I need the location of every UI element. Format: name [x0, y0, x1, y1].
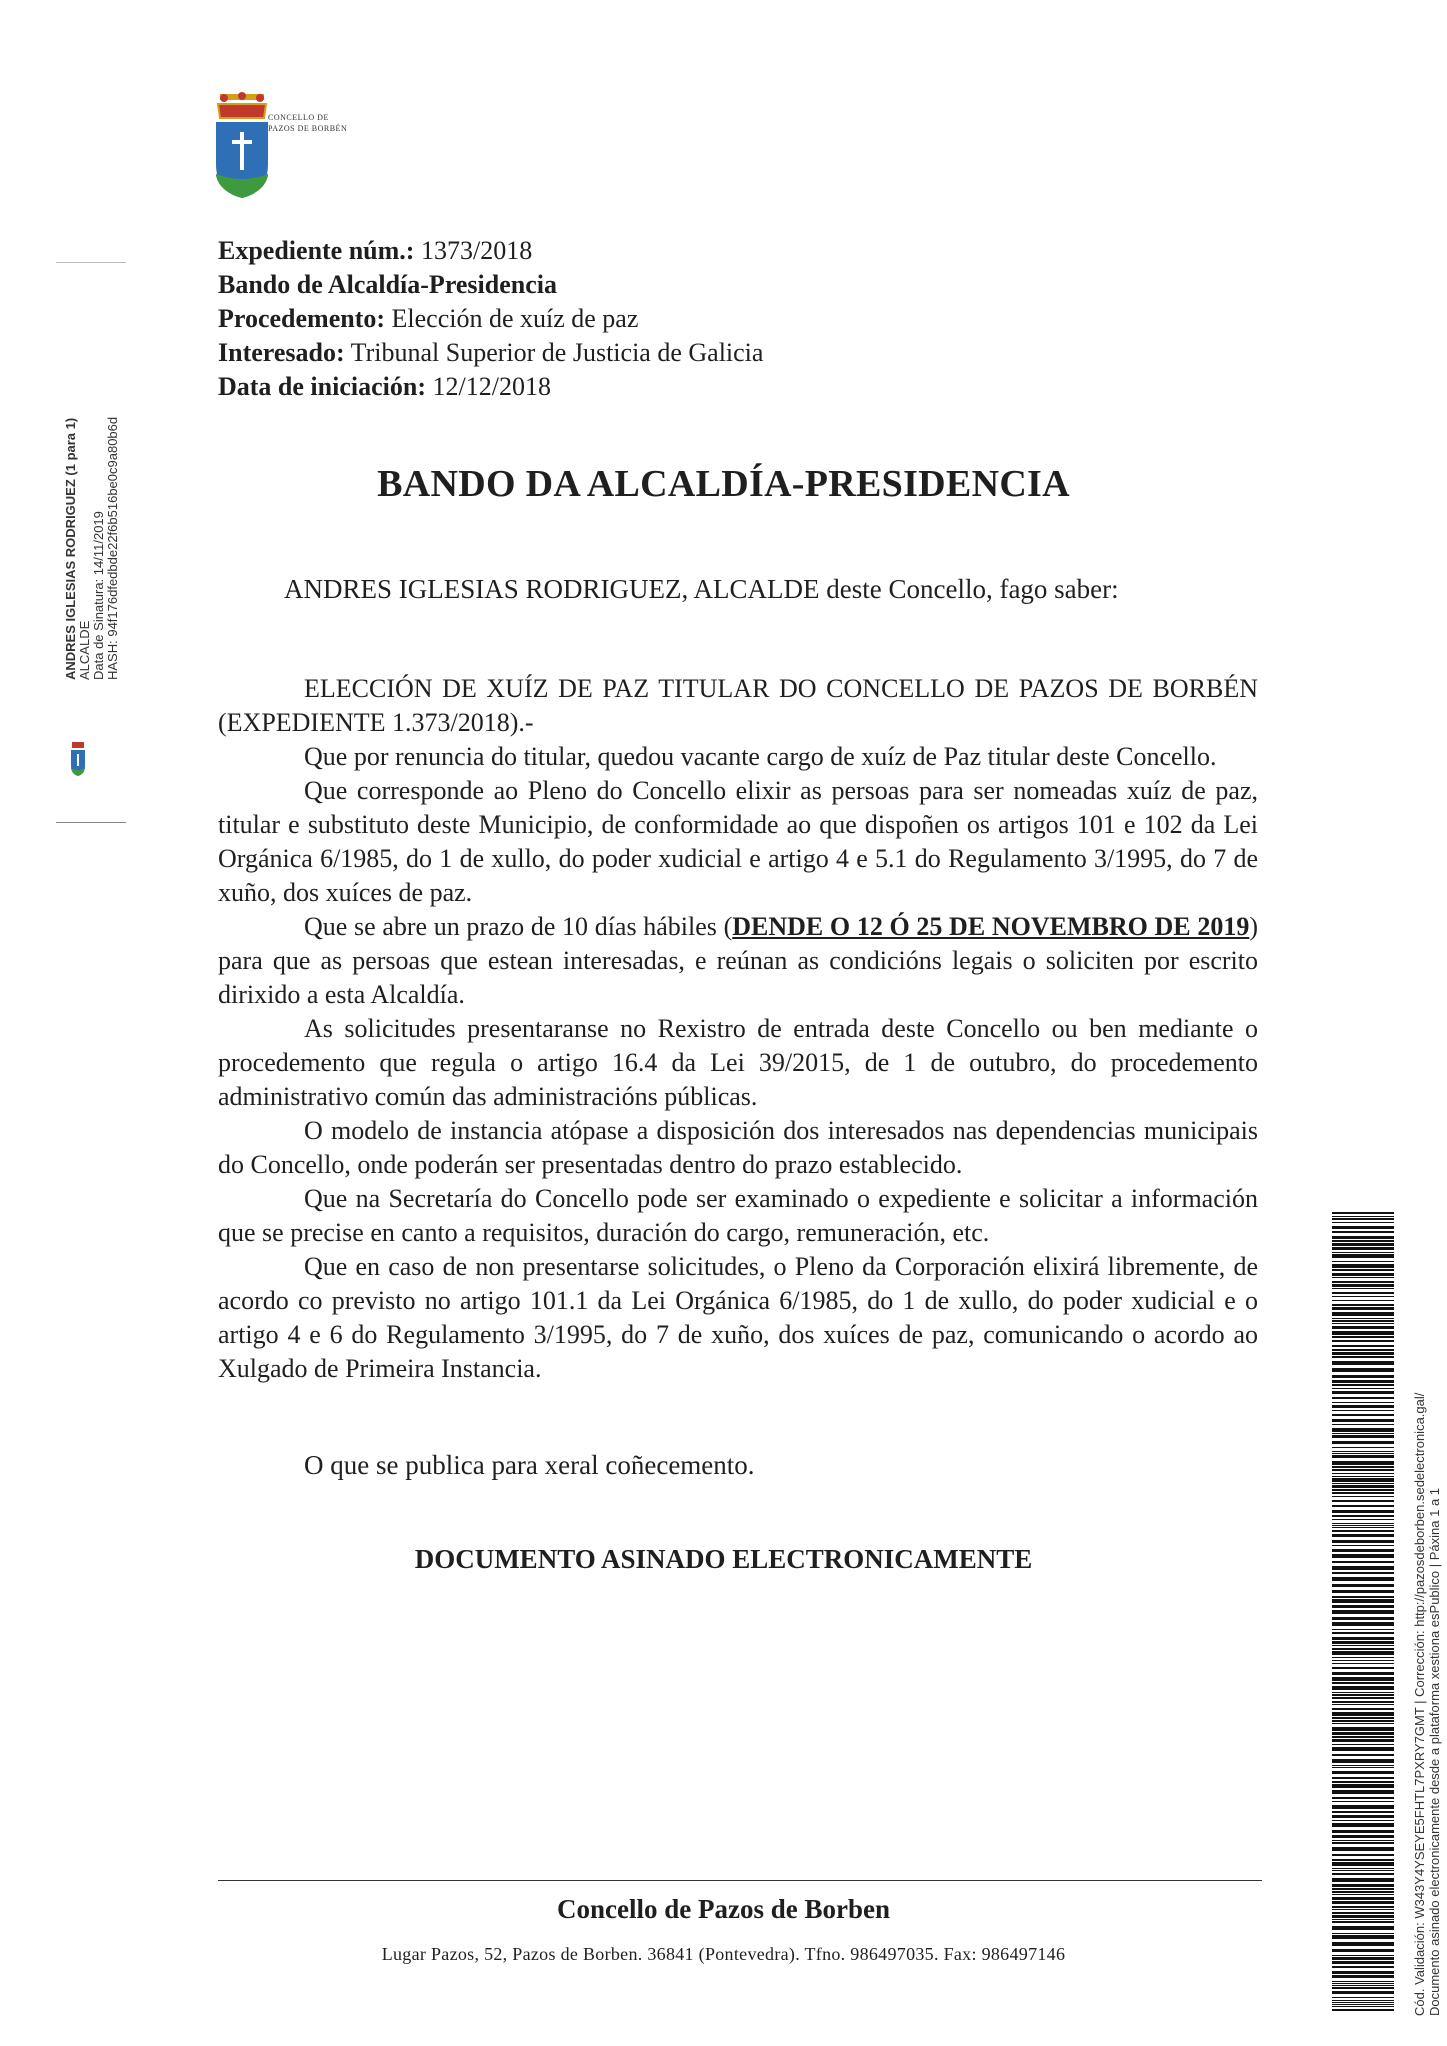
coat-of-arms-logo [212, 92, 272, 200]
validation-line-1: Cód. Validación: W343Y4YSEYE5FHTL7PXRY7GMT | Corrección: http://pazosdeborben.sedelectronica.gal/ [1412, 1392, 1427, 2016]
document-title: BANDO DA ALCALDÍA-PRESIDENCIA [377, 463, 1070, 505]
paragraph-4: Que se abre un prazo de 10 días hábiles (DENDE O 12 Ó 25 DE NOVEMBRO DE 2019) para que as persoas que estean interesadas, e reúnan as condicións legais o soliciten por escrito dirixido a esta Alcaldía. [218, 912, 1258, 1009]
procedemento-row: Procedemento: Elección de xuíz de paz [218, 304, 639, 333]
paragraph-2: Que por renuncia do titular, quedou vacante cargo de xuíz de Paz titular deste Concello. [304, 742, 1217, 771]
signature-date: Data de Sinatura: 14/11/2019 [91, 511, 106, 680]
footer-divider [218, 1880, 1262, 1881]
logo-text: CONCELLO DE PAZOS DE BORBÉN [268, 113, 348, 133]
signer-role: ALCALDE [77, 620, 92, 680]
closing-line: O que se publica para xeral coñecemento. [304, 1450, 755, 1480]
signature-coat-of-arms-icon [70, 742, 86, 776]
signature-stamp-top-border [56, 262, 126, 263]
document-body [218, 672, 1258, 1386]
paragraph-5: As solicitudes presentaranse no Rexistro de entrada deste Concello ou ben mediante o procedemento que regula o artigo 16.4 da Lei 39/2015, de 1 de outubro, do procedemento administrativo común das administracións públicas. [218, 1014, 1258, 1111]
interesado-row: Interesado: Tribunal Superior de Justicia de Galicia [218, 338, 764, 367]
paragraph-8: Que en caso de non presentarse solicitudes, o Pleno da Corporación elixirá libremente, de acordo co previsto no artigo 101.1 da Lei Orgánica 6/1985, do 1 de xullo, do poder xudicial e o artigo 4 e 6 do Regulamento 3/1995, do 7 de xuño, dos xuíces de paz, comunicando o acordo ao Xulgado de Primeira Instancia. [218, 1252, 1258, 1383]
validation-line-2: Documento asinado electronicamente desde a plataforma xestiona esPublico | Páxina 1 a 1 [1427, 1487, 1442, 2016]
signed-notice: DOCUMENTO ASINADO ELECTRONICAMENTE [414, 1544, 1033, 1574]
barcode [1332, 1212, 1394, 2014]
signature-hash: HASH: 94f176dfedbde22f6b516be0c9a80b6d [105, 416, 120, 680]
validation-code [1412, 1393, 1442, 2016]
intro-line: ANDRES IGLESIAS RODRIGUEZ, ALCALDE deste Concello, fago saber: [284, 574, 1119, 604]
bando-row: Bando de Alcaldía-Presidencia [218, 270, 557, 299]
paragraph-6: O modelo de instancia atópase a disposición dos interesados nas dependencias municipais do Concello, onde poderán ser presentadas dentro do prazo establecido. [218, 1116, 1258, 1179]
deadline-emphasis: DENDE O 12 Ó 25 DE NOVEMBRO DE 2019 [732, 912, 1250, 941]
expediente-row: Expediente núm.: 1373/2018 [218, 236, 533, 265]
signature-stamp [64, 417, 120, 680]
paragraph-7: Que na Secretaría do Concello pode ser examinado o expediente e solicitar a información que se precise en canto a requisitos, duración do cargo, remuneración, etc. [218, 1184, 1258, 1247]
footer-organization: Concello de Pazos de Borben [557, 1894, 890, 1924]
signer-name: ANDRES IGLESIAS RODRIGUEZ (1 para 1) [63, 417, 78, 680]
signature-stamp-bottom-border [56, 822, 126, 823]
document-metadata [218, 234, 763, 404]
data-iniciacion-row: Data de iniciación: 12/12/2018 [218, 372, 551, 401]
paragraph-1: ELECCIÓN DE XUÍZ DE PAZ TITULAR DO CONCELLO DE PAZOS DE BORBÉN (EXPEDIENTE 1.373/2018).- [218, 674, 1258, 737]
paragraph-3: Que corresponde ao Pleno do Concello elixir as persoas para ser nomeadas xuíz de paz, titular e substituto deste Municipio, de conformidade ao que dispoñen os artigos 101 e 102 da Lei Orgánica 6/1985, do 1 de xullo, do poder xudicial e artigo 4 e 5.1 do Regulamento 3/1995, do 7 de xuño, dos xuíces de paz. [218, 776, 1258, 907]
footer-address: Lugar Pazos, 52, Pazos de Borben. 36841 (Pontevedra). Tfno. 986497035. Fax: 986497146 [381, 1944, 1066, 1964]
